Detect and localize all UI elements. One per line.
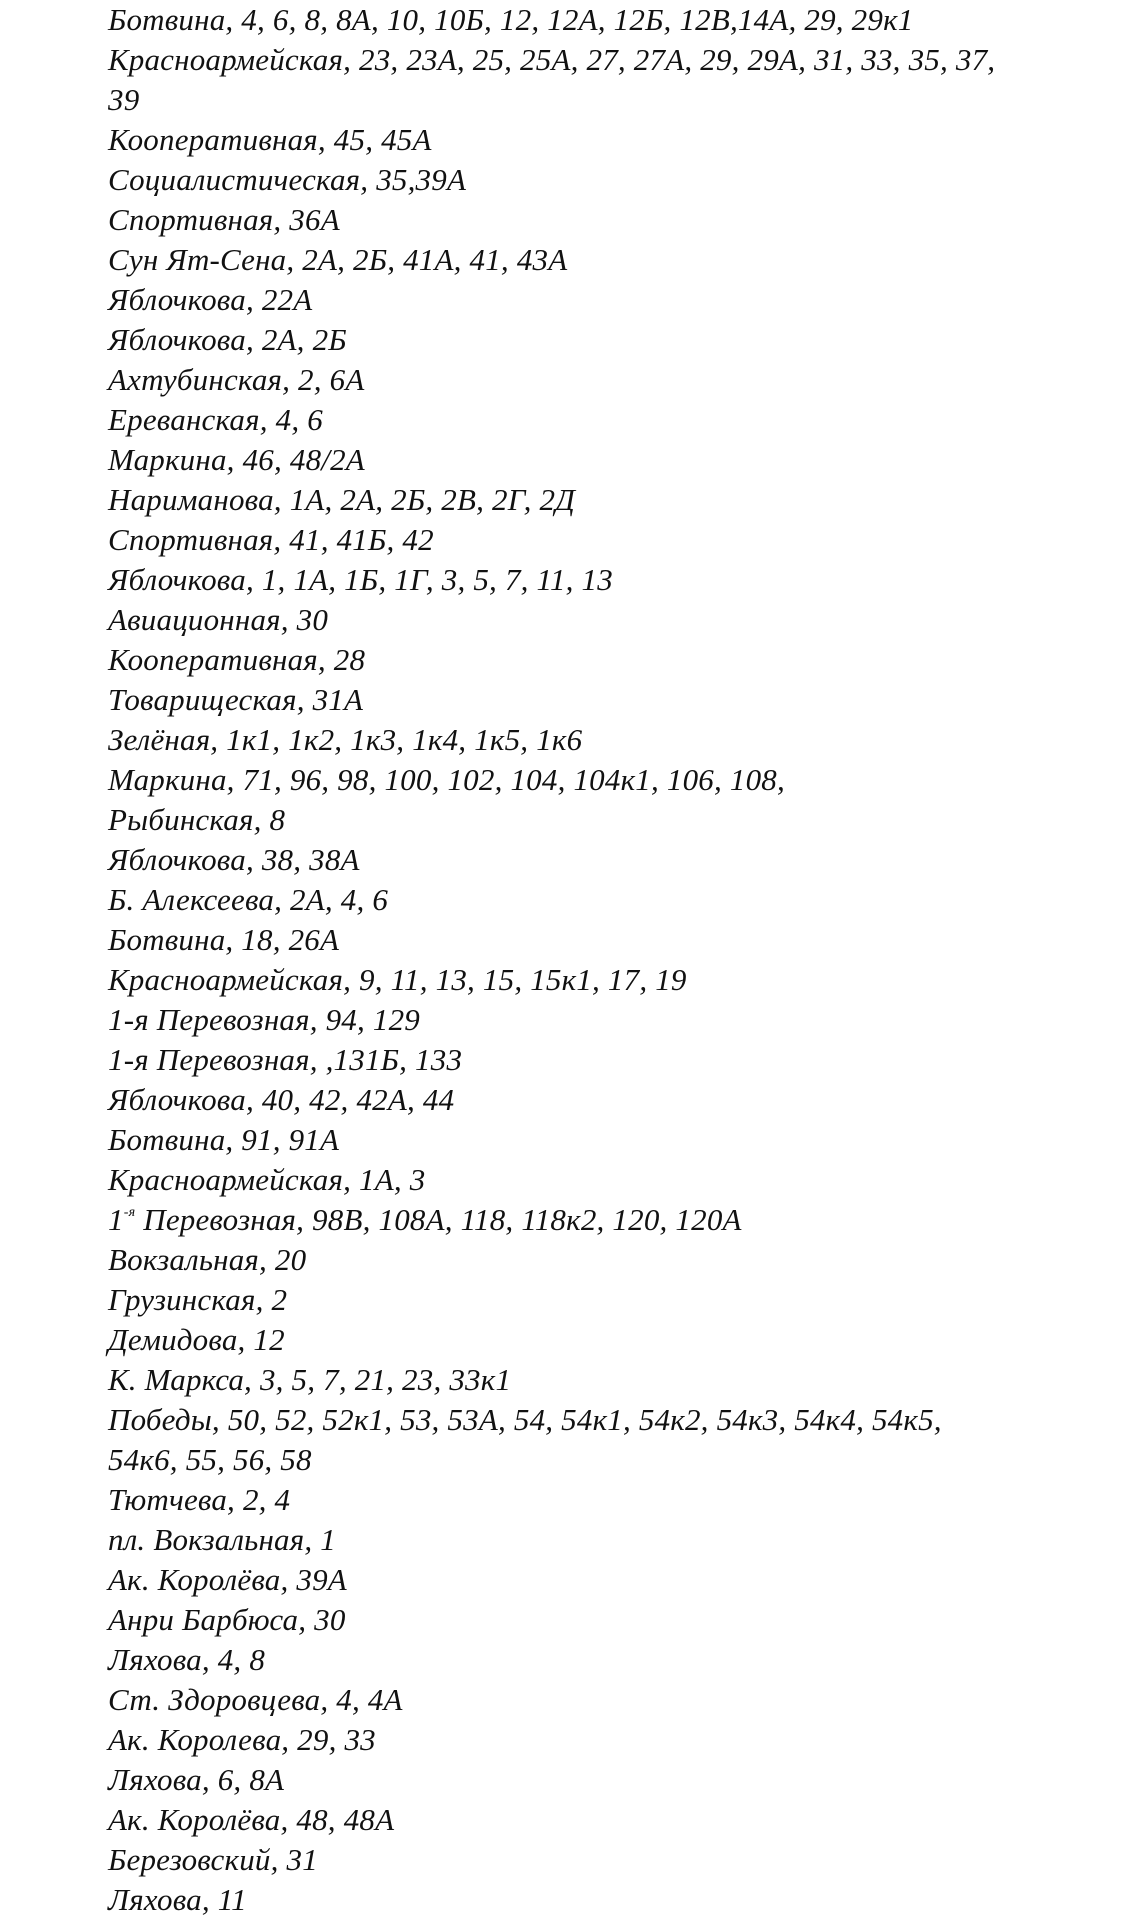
address-line: Рыбинская, 8 [108,802,286,837]
address-line: Кооперативная, 45, 45А [108,122,432,157]
address-line: Ахтубинская, 2, 6А [108,362,365,397]
address-line: Ак. Королёва, 39А [108,1562,347,1597]
address-line: Красноармейская, 23, 23А, 25, 25А, 27, 27А, 29, 29А, 31, 33, 35, 37, [108,42,996,77]
address-line: Тютчева, 2, 4 [108,1482,291,1517]
line-text: Перевозная, 98В, 108А, 118, 118к2, 120, 120А [135,1202,742,1237]
address-line: Красноармейская, 1А, 3 [108,1162,426,1197]
address-line: 1-я Перевозная, ,131Б, 133 [108,1042,463,1077]
address-list [108,0,1108,1920]
address-line: Спортивная, 36А [108,202,340,237]
address-line: Маркина, 71, 96, 98, 100, 102, 104, 104к1, 106, 108, [108,762,785,797]
address-line: Березовский, 31 [108,1842,318,1877]
address-line: Ак. Королёва, 48, 48А [108,1802,395,1837]
address-line: Спортивная, 41, 41Б, 42 [108,522,434,557]
address-line: Маркина, 46, 48/2А [108,442,365,477]
address-line: Нариманова, 1А, 2А, 2Б, 2В, 2Г, 2Д [108,482,576,517]
address-line: Сун Ят-Сена, 2А, 2Б, 41А, 41, 43А [108,242,568,277]
address-line: Ляхова, 11 [108,1882,247,1917]
address-line: Ботвина, 91, 91А [108,1122,340,1157]
address-line: Кооперативная, 28 [108,642,366,677]
address-line: Яблочкова, 1, 1А, 1Б, 1Г, 3, 5, 7, 11, 13 [108,562,613,597]
address-line: Ак. Королева, 29, 33 [108,1722,376,1757]
address-line: Социалистическая, 35,39А [108,162,467,197]
address-line: Ботвина, 4, 6, 8, 8А, 10, 10Б, 12, 12А, 12Б, 12В,14А, 29, 29к1 [108,2,914,37]
address-line: Б. Алексеева, 2А, 4, 6 [108,882,389,917]
address-line [108,1200,1108,1240]
address-line: Ляхова, 4, 8 [108,1642,266,1677]
address-line: Зелёная, 1к1, 1к2, 1к3, 1к4, 1к5, 1к6 [108,722,583,757]
address-line: Анри Барбюса, 30 [108,1602,346,1637]
address-line: 39 [108,82,140,117]
address-line: пл. Вокзальная, 1 [108,1522,336,1557]
address-line: Ст. Здоровцева, 4, 4А [108,1682,403,1717]
line-superscript: -я [123,1205,136,1220]
address-line: 1-я Перевозная, 94, 129 [108,1002,421,1037]
address-line: Победы, 50, 52, 52к1, 53, 53А, 54, 54к1, 54к2, 54к3, 54к4, 54к5, [108,1402,942,1437]
address-line: Вокзальная, 20 [108,1242,307,1277]
address-line: Ляхова, 6, 8А [108,1762,285,1797]
address-line: Грузинская, 2 [108,1282,288,1317]
address-line: Яблочкова, 22А [108,282,313,317]
address-line: Авиационная, 30 [108,602,329,637]
address-line: Яблочкова, 40, 42, 42А, 44 [108,1082,455,1117]
address-line: Ботвина, 18, 26А [108,922,340,957]
line-number: 1 [108,1202,124,1237]
address-line: К. Маркса, 3, 5, 7, 21, 23, 33к1 [108,1362,512,1397]
address-line: Яблочкова, 2А, 2Б [108,322,347,357]
address-line: Ереванская, 4, 6 [108,402,323,437]
address-line: Товарищеская, 31А [108,682,364,717]
address-line: Демидова, 12 [108,1322,285,1357]
address-line: Яблочкова, 38, 38А [108,842,360,877]
address-line: 54к6, 55, 56, 58 [108,1442,312,1477]
address-line: Красноармейская, 9, 11, 13, 15, 15к1, 17, 19 [108,962,687,997]
